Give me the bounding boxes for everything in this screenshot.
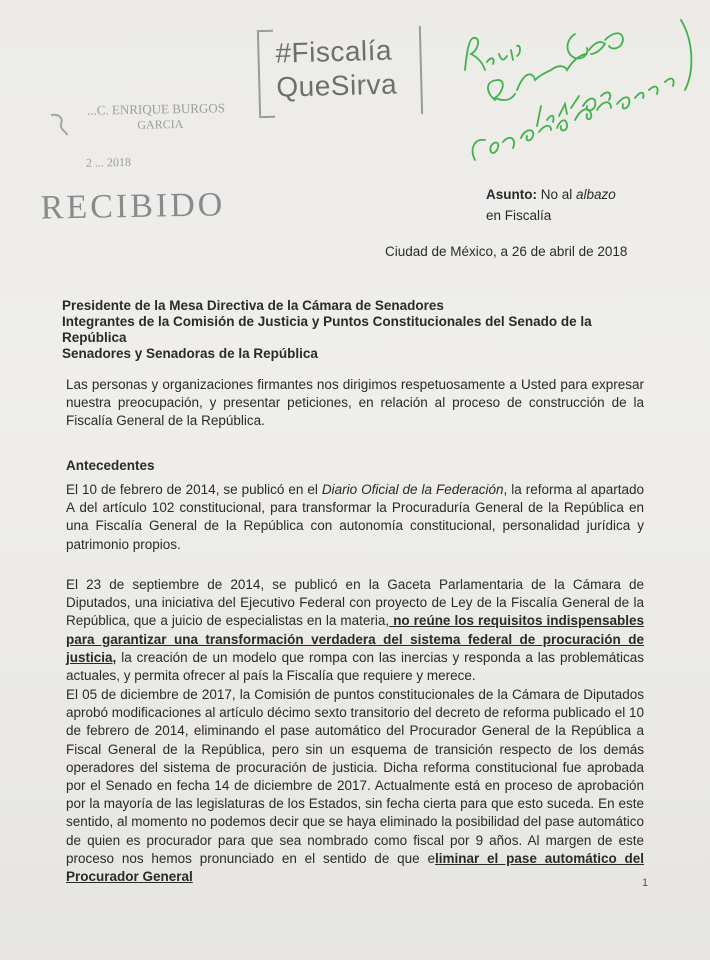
received-stamp	[27, 98, 229, 231]
page-number: 1	[642, 877, 649, 889]
p2-text-c: la creación de un modelo que rompa con las inercias y responda a las problemáticas actuales, y permita ofrecer al país la Fiscalía que requiere y merece.	[66, 649, 644, 684]
subject-line-2: en Fiscalía	[486, 208, 552, 223]
addressees-block	[62, 298, 622, 362]
subject-value-italic: albazo	[576, 187, 616, 202]
paragraph-3	[66, 686, 644, 886]
paragraph-2	[66, 576, 644, 685]
stamp-name-2: GARCIA	[137, 117, 184, 132]
p2-underlined: no reúne los requisitos indispensables para garantizar una transformación verdadera del sistema federal de procuración de justicia,	[66, 613, 644, 665]
p1-text-c: , la reforma al apartado A del artículo 102 constitucional, para transformar la Procuraduría General de la República en una Fiscalía General de la República con autonomía constitucional, personalidad jurídica y patrimonio propios.	[66, 482, 644, 552]
logo-line-1: #Fiscalía	[275, 34, 393, 69]
addressee-2: Integrantes de la Comisión de Justicia y Puntos Constitucionales del Senado de la República	[62, 314, 592, 345]
addressee-1: Presidente de la Mesa Directiva de la Cámara de Senadores	[62, 298, 444, 313]
subject-value-prefix: No al	[537, 187, 577, 202]
p3-underlined: liminar el pase automático del Procurador General	[66, 850, 645, 885]
intro-paragraph: Las personas y organizaciones firmantes nos dirigimos respetuosamente a Usted para expresar nuestra preocupación, y presentar peticiones, en relación al proceso de construcción de la Fiscalía General de la República.	[66, 377, 644, 429]
letter-date: Ciudad de México, a 26 de abril de 2018	[385, 244, 628, 259]
p2-text-a: El 23 de septiembre de 2014, se publicó en la Gaceta Parlamentaria de la Cámara de Diputados, una iniciativa del Ejecutivo Federal con proyecto de Ley de la Fiscalía General de la República, que a juicio de especialistas en la materia,	[66, 577, 644, 629]
p1-text-a: El 10 de febrero de 2014, se publicó en el	[66, 482, 322, 497]
p1-italic: Diario Oficial de la Federación	[321, 482, 504, 497]
stamp-name: ...C. ENRIQUE BURGOS	[86, 100, 226, 118]
subject-block	[486, 184, 616, 226]
stamp-date: 2 ... 2018	[85, 154, 132, 170]
paragraph-1	[66, 481, 644, 554]
section-heading: Antecedentes	[66, 458, 155, 473]
stamp-received: RECIBIDO	[40, 186, 226, 227]
logo-line-2: QueSirva	[275, 68, 398, 103]
subject-label: Asunto:	[486, 187, 537, 202]
handwritten-signature-note	[455, 10, 705, 180]
addressee-3: Senadores y Senadoras de la República	[62, 346, 318, 361]
seal-icon	[47, 111, 71, 139]
fiscalia-que-sirva-logo	[257, 26, 423, 118]
p3-text-a: El 05 de diciembre de 2017, la Comisión de puntos constitucionales de la Cámara de Diputados aprobó modificaciones al artículo décimo sexto transitorio del decreto de reforma publicado el 10 de febrero de 2014, eliminando el pase automático del Procurador General de la República a Fiscal General de la República, pero sin un esquema de transición respecto de los demás operadores del sistema de procuración de justicia. Dicha reforma constitucional fue aprobada por el Senado en fecha 14 de diciembre de 2017. Actualmente está en proceso de aprobación por la mayoría de las legislaturas de los Estados, sin fecha cierta para que esto suceda. En este sentido, al momento no podemos decir que se haya eliminado la posibilidad del pase automático de quien es procurador para que sea nombrado como fiscal por 9 años. Al margen de este proceso nos hemos pronunciado en el sentido de que e	[66, 687, 644, 866]
